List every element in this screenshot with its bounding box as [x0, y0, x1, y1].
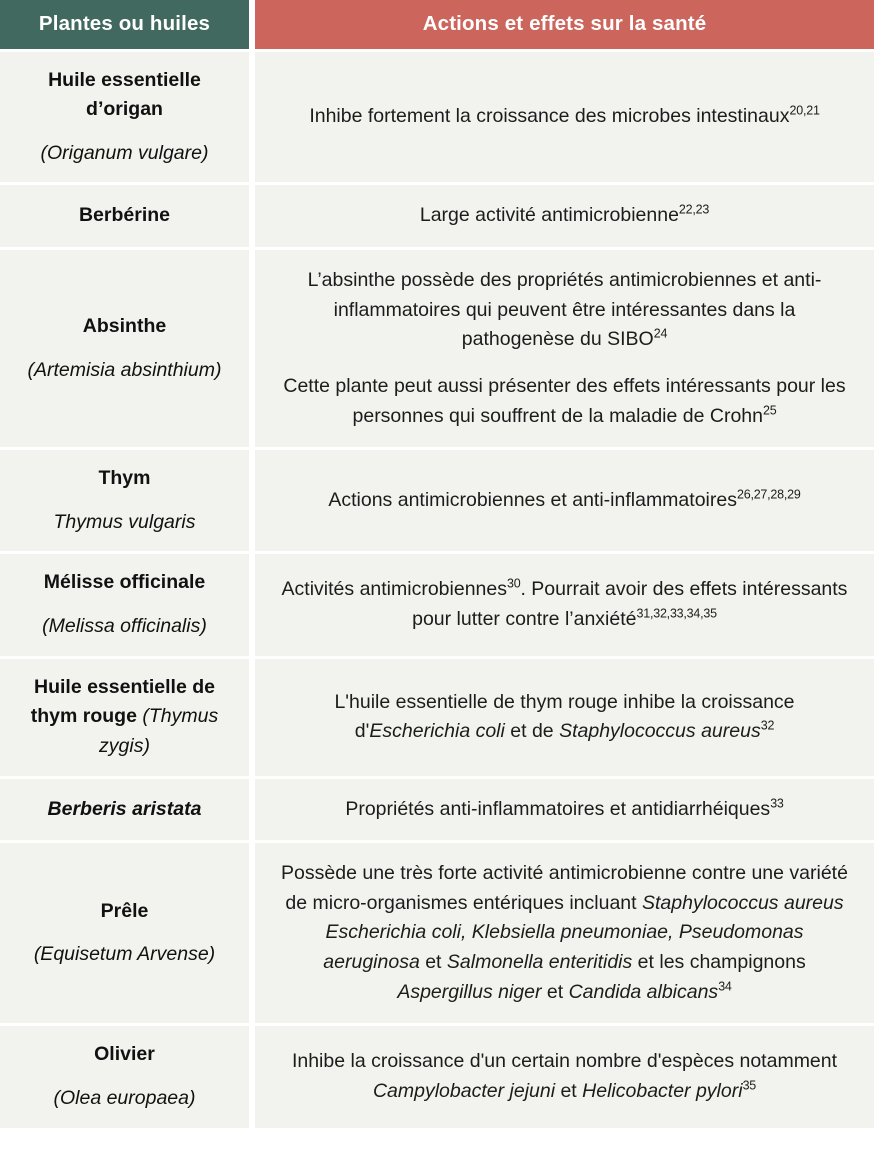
- reference-superscript: 25: [763, 403, 777, 418]
- plant-latin-name: (Origanum vulgare): [40, 141, 209, 164]
- table-row: [0, 52, 874, 183]
- plant-latin-name: Thymus vulgaris: [53, 510, 196, 533]
- plant-name-cell: [0, 779, 249, 841]
- effect-text: L'huile essentielle de thym rouge inhibe la croissance d': [334, 690, 795, 743]
- plant-name-cell: [0, 659, 249, 776]
- spacer: [12, 598, 237, 612]
- plant-latin-name: (Equisetum Arvense): [33, 943, 216, 966]
- health-effect-cell: [255, 659, 874, 776]
- health-effect-cell: [255, 250, 874, 447]
- table-row: [0, 185, 874, 247]
- plant-common-name: Huile essentielle d’origan: [48, 68, 201, 121]
- spacer: [12, 494, 237, 508]
- reference-superscript: 26,27,28,29: [736, 487, 801, 502]
- health-effect-cell: [255, 554, 874, 655]
- health-effect-paragraph: [277, 266, 852, 355]
- health-effect-cell: [255, 52, 874, 183]
- plant-name-cell: [0, 843, 249, 1023]
- species-name: Staphylococcus aureus Escherichia coli, Klebsiella pneumoniae, Pseudomonas aeruginosa: [323, 891, 844, 974]
- effect-text: Possède une très forte activité antimicrobienne contre une variété de micro-organismes entériques incluant: [281, 862, 848, 914]
- health-effect-cell: [255, 779, 874, 841]
- health-effect-paragraph: [277, 102, 852, 132]
- reference-superscript: 33: [770, 796, 784, 811]
- species-name: Candida albicans: [568, 980, 719, 1003]
- plant-latin-name: (Artemisia absinthium): [27, 358, 222, 381]
- effect-text: et: [419, 951, 447, 974]
- health-effect-paragraph: [277, 372, 852, 431]
- reference-superscript: 22,23: [678, 202, 710, 217]
- table-row: [0, 843, 874, 1023]
- species-name: Aspergillus niger: [397, 980, 542, 1003]
- plant-name-cell: [0, 250, 249, 447]
- table-row: [0, 250, 874, 447]
- spacer: [12, 926, 237, 940]
- table-body: [0, 52, 874, 1128]
- effect-text: Activités antimicrobiennes: [281, 578, 507, 601]
- plant-latin-name: (Thymus zygis): [99, 705, 219, 757]
- reference-superscript: 24: [653, 326, 668, 341]
- plant-latin-name: (Olea europaea): [53, 1086, 196, 1109]
- plant-common-name: Mélisse officinale: [43, 571, 206, 594]
- reference-superscript: 32: [760, 718, 775, 733]
- table-header: [0, 0, 874, 49]
- effect-text: et: [541, 980, 569, 1003]
- health-effect-cell: [255, 843, 874, 1023]
- species-name: Escherichia coli: [369, 720, 505, 743]
- effect-text: L’absinthe possède des propriétés antimicrobiennes et anti-inflammatoires qui peuvent être intéressantes dans la pathogenèse du SIBO: [307, 269, 822, 351]
- column-header-actions: Actions et effets sur la santé: [255, 0, 874, 49]
- plant-common-name: Berberis aristata: [47, 797, 202, 820]
- plant-common-name: Absinthe: [82, 315, 167, 338]
- species-name: Helicobacter pylori: [582, 1079, 743, 1102]
- table-row: [0, 450, 874, 551]
- species-name: Salmonella enteritidis: [446, 951, 633, 974]
- effect-text: . Pourrait avoir des effets intéressants pour lutter contre l’anxiété: [412, 578, 848, 631]
- effect-text: et: [555, 1079, 583, 1102]
- health-effect-paragraph: [277, 486, 852, 516]
- plant-common-name: Huile essentielle de thym rouge: [30, 675, 215, 728]
- table-row: [0, 779, 874, 841]
- plant-common-name: Berbérine: [78, 204, 171, 227]
- effect-text: et de: [504, 720, 560, 743]
- plant-name-cell: [0, 450, 249, 551]
- column-header-plants: Plantes ou huiles: [0, 0, 249, 49]
- species-name: Staphylococcus aureus: [559, 720, 761, 743]
- plant-name-cell: [0, 554, 249, 655]
- spacer: [12, 342, 237, 356]
- plant-common-name: Olivier: [94, 1043, 155, 1066]
- plant-name-cell: [0, 1026, 249, 1127]
- health-effect-paragraph: [277, 859, 852, 1007]
- effect-text: Cette plante peut aussi présenter des effets intéressants pour les personnes qui souffrent de la maladie de Crohn: [283, 374, 846, 427]
- effect-text: Large activité antimicrobienne: [419, 204, 679, 227]
- spacer: [12, 1070, 237, 1084]
- plant-latin-name: (Melissa officinalis): [42, 615, 207, 638]
- effect-text: Inhibe la croissance d'un certain nombre d'espèces notamment: [291, 1050, 838, 1073]
- health-effect-paragraph: [277, 575, 852, 634]
- table-row: [0, 659, 874, 776]
- health-effect-paragraph: [277, 688, 852, 747]
- plant-name-cell: [0, 52, 249, 183]
- plant-common-name: Thym: [98, 467, 151, 490]
- health-effect-cell: [255, 185, 874, 247]
- reference-superscript: 30: [506, 576, 521, 591]
- reference-superscript: 34: [718, 979, 732, 994]
- health-effect-cell: [255, 450, 874, 551]
- table-row: [0, 554, 874, 655]
- health-effect-paragraph: [277, 201, 852, 231]
- effect-text: Propriétés anti-inflammatoires et antidiarrhéiques: [345, 797, 771, 820]
- reference-superscript: 31,32,33,34,35: [636, 606, 717, 621]
- species-name: Campylobacter jejuni: [372, 1079, 556, 1102]
- plant-common-name: Prêle: [100, 899, 149, 922]
- reference-superscript: 35: [742, 1078, 757, 1093]
- effect-text: et les champignons: [632, 951, 806, 974]
- health-effect-cell: [255, 1026, 874, 1127]
- health-effect-paragraph: [277, 1047, 852, 1106]
- effect-text: Actions antimicrobiennes et anti-inflammatoires: [328, 489, 737, 512]
- table-row: [0, 1026, 874, 1127]
- effect-text: Inhibe fortement la croissance des microbes intestinaux: [309, 105, 790, 128]
- spacer: [12, 125, 237, 139]
- reference-superscript: 20,21: [789, 103, 820, 118]
- health-effect-paragraph: [277, 795, 852, 825]
- plant-name-cell: [0, 185, 249, 247]
- table-header-row: [0, 0, 874, 49]
